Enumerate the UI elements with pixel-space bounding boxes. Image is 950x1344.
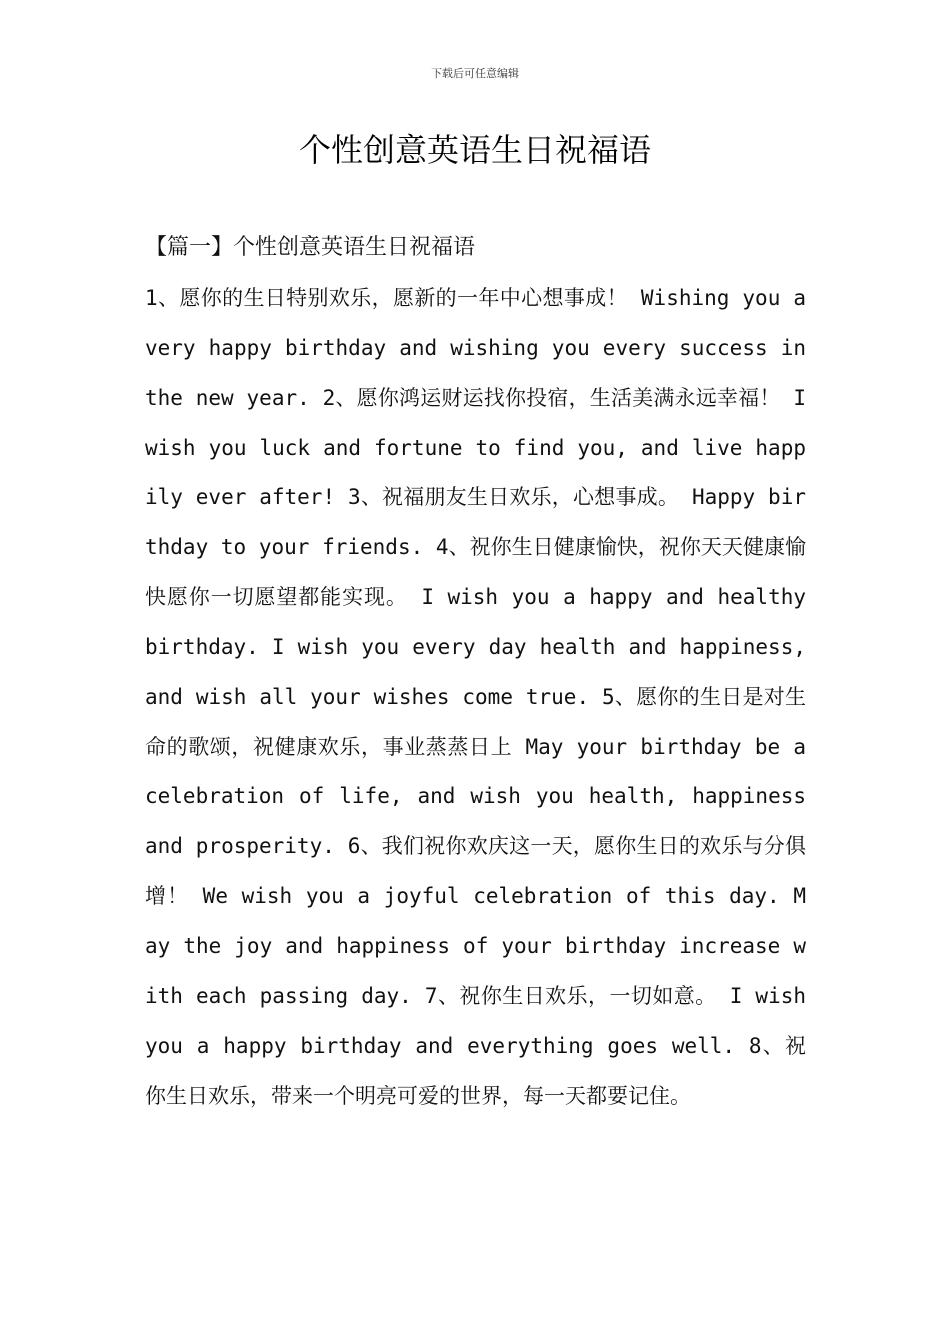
- page-title: 个性创意英语生日祝福语: [298, 131, 651, 169]
- section-heading: 【篇一】个性创意英语生日祝福语: [145, 235, 476, 260]
- body-paragraph: 1、愿你的生日特别欢乐，愿新的一年中心想事成！ Wishing you a very happy birthday and wishing you every success in the new year. 2、愿你鸿运财运找你投宿，生活美满永远幸福！ I wish you luck and fortune to find you, and live happily ever after! 3、祝福朋友生日欢乐，心想事成。 Happy birthday to your friends. 4、祝你生日健康愉快，祝你天天健康愉快愿你一切愿望都能实现。 I wish you a happy and healthy birthday. I wish you every day health and happiness, and wish all your wishes come true. 5、愿你的生日是对生命的歌颂，祝健康欢乐，事业蒸蒸日上 May your birthday be a celebration of life, and wish you health, happiness and prosperity. 6、我们祝你欢庆这一天，愿你生日的欢乐与分俱增！ We wish you a joyful celebration of this day. May the joy and happiness of your birthday increase with each passing day. 7、祝你生日欢乐，一切如意。 I wish you a happy birthday and everything goes well. 8、祝你生日欢乐，带来一个明亮可爱的世界，每一天都要记住。: [145, 286, 806, 1108]
- page-header-note: 下载后可任意编辑: [431, 67, 519, 80]
